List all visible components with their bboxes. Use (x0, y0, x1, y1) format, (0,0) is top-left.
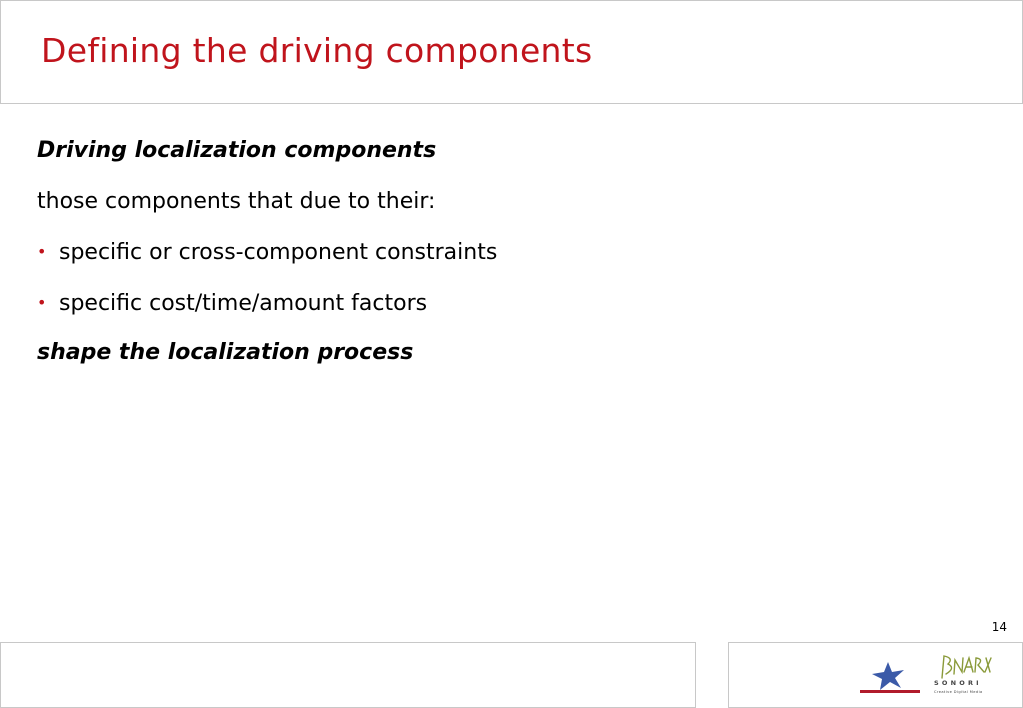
content-conclusion: shape the localization process (37, 340, 414, 365)
bullet-text: specific or cross-component constraints (59, 240, 498, 265)
slide-content (37, 137, 977, 390)
svg-text:Creative Digital Media: Creative Digital Media (934, 690, 983, 694)
bullet-text: specific cost/time/amount factors (59, 290, 428, 316)
title-bar (0, 0, 1023, 104)
footer-left-box (0, 642, 696, 708)
slide-title: Defining the driving components (41, 31, 593, 70)
logo-wordmark (942, 656, 991, 678)
bullet-item (37, 238, 977, 289)
bullet-icon: • (37, 292, 47, 312)
page-number: 14 (991, 620, 1007, 634)
bullet-item (37, 289, 977, 340)
svg-text:SONORI: SONORI (934, 679, 982, 687)
logo-star-icon (872, 662, 904, 690)
content-intro: those components that due to their: (37, 188, 436, 214)
logo-bar (860, 690, 920, 693)
company-logo (858, 648, 998, 704)
bullet-icon: • (37, 242, 47, 261)
logo-subtext (934, 679, 983, 694)
content-heading: Driving localization components (37, 138, 437, 163)
